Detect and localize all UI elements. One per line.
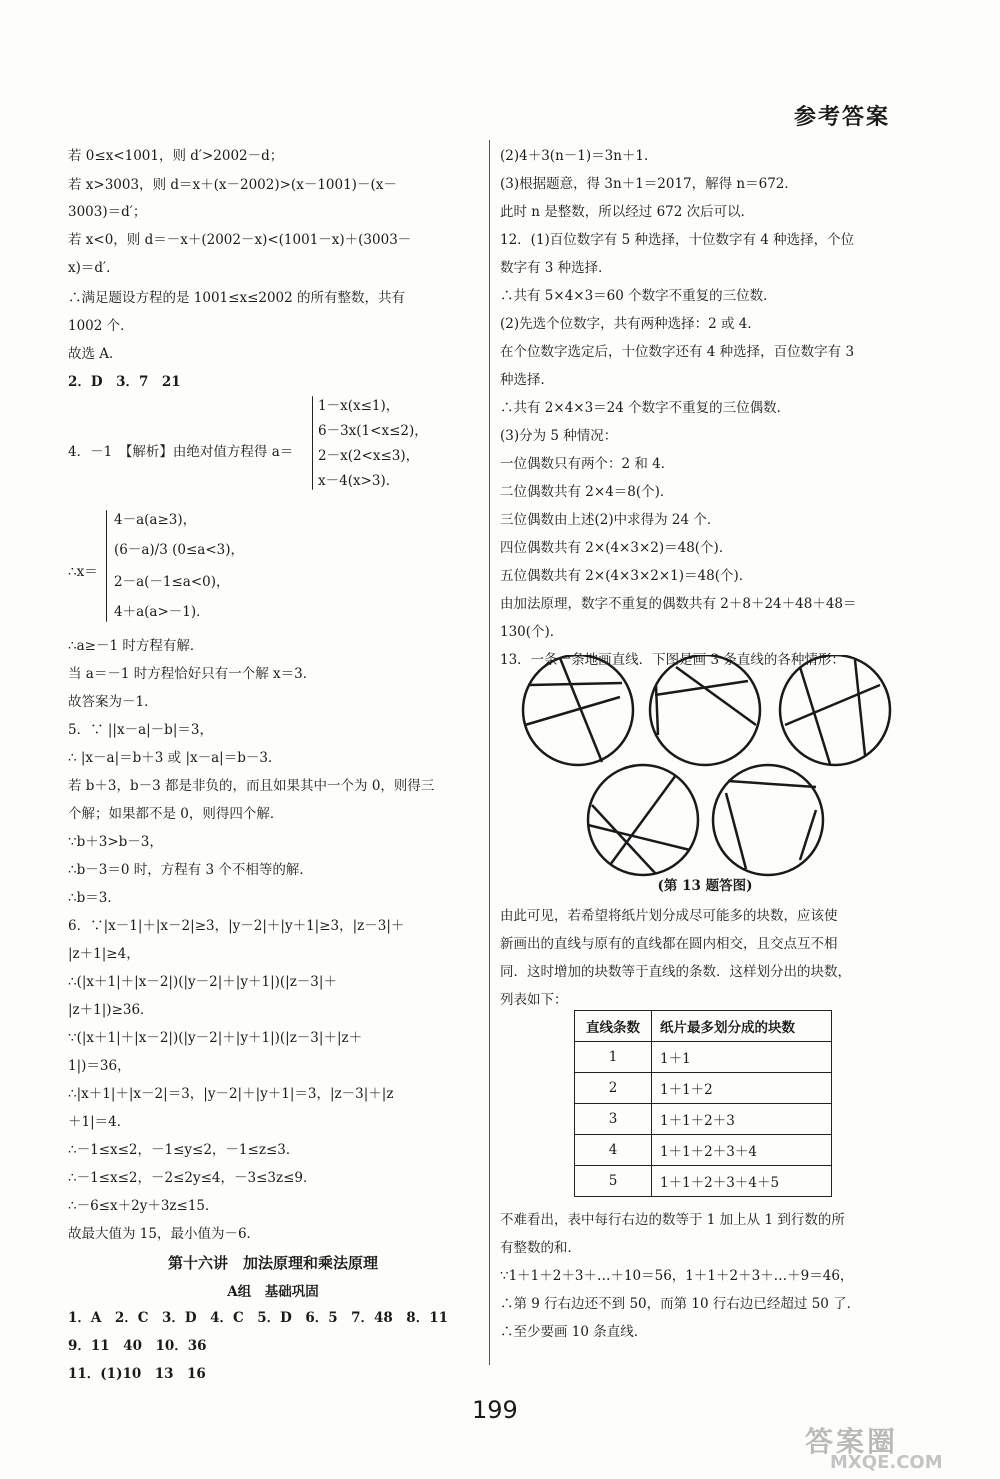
circle-diagram: [523, 655, 633, 765]
text-line: (2)先选个位数字，共有两种选择：2 或 4．: [500, 316, 761, 332]
answer-line: 11．(1)10 13 16: [68, 1366, 206, 1382]
blocks-table: [574, 1010, 832, 1197]
text-line: 数字有 3 种选择．: [500, 260, 612, 276]
text-line: 四位偶数共有 2×(4×3×2)＝48(个)．: [500, 540, 733, 556]
text-line: 130(个)．: [500, 624, 564, 640]
text-line: 二位偶数共有 2×4＝8(个)．: [500, 484, 674, 500]
text-line: 13．一条一条地画直线．下图是画 3 条直线的各种情形：: [500, 652, 845, 668]
text-line: ∴第 9 行右边还不到 50，而第 10 行右边已经超过 50 了．: [500, 1296, 861, 1312]
text-line: 故最大值为 15，最小值为－6．: [68, 1226, 261, 1242]
text-line: 一位偶数只有两个：2 和 4．: [500, 456, 675, 472]
table-header-row: [575, 1011, 832, 1042]
x-prefix: ∴x＝: [68, 564, 98, 580]
watermark: 答案圈: [805, 1425, 899, 1458]
text-line: (2)4＋3(n－1)＝3n＋1．: [500, 148, 658, 164]
text-line: 由此可见，若希望将纸片划分成尽可能多的块数，应该使: [500, 908, 838, 924]
section-title: 第十六讲 加法原理和乘法原理: [167, 1254, 378, 1272]
text-line: ∴|x＋1|＋|x－2|＝3，|y－2|＋|y＋1|＝3，|z－3|＋|z: [68, 1086, 394, 1102]
text-line: |z＋1|)≥36．: [68, 1002, 154, 1018]
text-line: (3)分为 5 种情况：: [500, 428, 618, 444]
text-line: 3003)＝d′；: [68, 204, 147, 220]
table-row: [575, 1135, 832, 1166]
text-line: 若 x<0，则 d＝－x＋(2002－x)<(1001－x)＋(3003－: [68, 232, 412, 248]
text-line: ∴满足题设方程的是 1001≤x≤2002 的所有整数，共有: [68, 290, 406, 306]
circle-diagram: [588, 765, 698, 875]
text-line: (3)根据题意，得 3n＋1＝2017，解得 n＝672．: [500, 176, 798, 192]
text-line: ∴b＝3．: [68, 890, 121, 906]
table-cell: 1＋1＋2: [652, 1073, 832, 1104]
text-line: 三位偶数由上述(2)中求得为 24 个．: [500, 512, 721, 528]
text-line: 若 b＋3，b－3 都是非负的，而且如果其中一个为 0，则得三: [68, 778, 435, 794]
watermark-url: MXQE.COM: [830, 1452, 943, 1473]
case-line: 1－x(x≤1)，: [318, 398, 400, 414]
table-header: 纸片最多划分成的块数: [652, 1011, 832, 1042]
text-line: x)＝d′．: [68, 260, 120, 276]
circle-diagram: [650, 655, 760, 765]
text-line: ∴ |x－a|＝b＋3 或 |x－a|＝b－3．: [68, 750, 282, 766]
text-line: ∵1＋1＋2＋3＋…＋10＝56，1＋1＋2＋3＋…＋9＝46，: [500, 1268, 854, 1284]
x-piecewise: [68, 508, 478, 628]
text-line: ∵b＋3>b－3，: [68, 834, 163, 850]
table-cell: 1＋1＋2＋3: [652, 1104, 832, 1135]
text-line: 由加法原理，数字不重复的偶数共有 2＋8＋24＋48＋48＝: [500, 596, 857, 612]
circle-diagram: [780, 655, 890, 765]
brace: [106, 510, 107, 622]
text-line: 五位偶数共有 2×(4×3×2×1)＝48(个)．: [500, 568, 753, 584]
table-row: [575, 1104, 832, 1135]
case-line: 6－3x(1<x≤2)，: [318, 423, 428, 439]
page-number: 199: [472, 1396, 518, 1424]
text-line: 1002 个．: [68, 318, 134, 334]
text-line: 同．这时增加的块数等于直线的条数．这样划分出的块数，: [500, 964, 851, 980]
text-line: 6．∵|x－1|＋|x－2|≥3，|y－2|＋|y＋1|≥3，|z－3|＋: [68, 918, 405, 934]
table-cell: 2: [575, 1073, 652, 1104]
text-line: ∴共有 2×4×3＝24 个数字不重复的三位偶数．: [500, 400, 791, 416]
answer-line: 2．D 3．7 21: [68, 374, 181, 390]
text-line: 12．(1)百位数字有 5 种选择，十位数字有 4 种选择，个位: [500, 232, 855, 248]
table-cell: 5: [575, 1166, 652, 1197]
text-line: ∵(|x＋1|＋|x－2|)(|y－2|＋|y＋1|)(|z－3|＋|z＋: [68, 1030, 363, 1046]
text-line: 此时 n 是整数，所以经过 672 次后可以．: [500, 204, 755, 220]
text-line: 个解；如果都不是 0，则得四个解．: [68, 806, 284, 822]
table-cell: 4: [575, 1135, 652, 1166]
text-line: 种选择．: [500, 372, 554, 388]
text-line: 不难看出，表中每行右边的数等于 1 加上从 1 到行数的所: [500, 1212, 845, 1228]
text-line: |z＋1|≥4，: [68, 946, 140, 962]
column-divider: [489, 140, 490, 1365]
case-line: 4－a(a≥3)，: [114, 512, 197, 528]
case-line: 2－a(－1≤a<0)，: [114, 574, 230, 590]
q4-piecewise: [68, 394, 478, 494]
text-line: ∴－6≤x＋2y＋3z≤15．: [68, 1198, 219, 1214]
text-line: 故答案为－1．: [68, 694, 158, 710]
circle-diagram: [713, 765, 823, 875]
q4-prefix: 4．－1 【解析】由绝对值方程得 a＝: [68, 444, 294, 460]
text-line: ∴至少要画 10 条直线．: [500, 1324, 648, 1340]
circles-figure: [510, 655, 910, 880]
text-line: 若 x>3003，则 d＝x＋(x－2002)>(x－1001)－(x－: [68, 177, 397, 193]
text-line: ∴－1≤x≤2，－1≤y≤2，－1≤z≤3．: [68, 1142, 300, 1158]
table-row: [575, 1166, 832, 1197]
table-cell: 1＋1＋2＋3＋4: [652, 1135, 832, 1166]
figure-caption: (第 13 题答图): [657, 878, 753, 894]
text-line: 新画出的直线与原有的直线都在圆内相交，且交点互不相: [500, 936, 838, 952]
table-cell: 1＋1: [652, 1042, 832, 1073]
text-line: ∴a≥－1 时方程有解．: [68, 638, 204, 654]
text-line: ∴共有 5×4×3＝60 个数字不重复的三位数．: [500, 288, 777, 304]
table-cell: 1: [575, 1042, 652, 1073]
table-row: [575, 1073, 832, 1104]
text-line: ∴b－3＝0 时，方程有 3 个不相等的解．: [68, 862, 313, 878]
text-line: 有整数的和．: [500, 1240, 581, 1256]
case-line: x－4(x>3)．: [318, 473, 400, 489]
text-line: 列表如下：: [500, 992, 568, 1008]
table-cell: 3: [575, 1104, 652, 1135]
text-line: ∴－1≤x≤2，－2≤2y≤4，－3≤3z≤9．: [68, 1170, 317, 1186]
case-line: 4＋a(a>－1)．: [114, 604, 210, 620]
case-line: (6－a)/3 (0≤a<3)，: [114, 542, 244, 558]
table-row: [575, 1042, 832, 1073]
header-title: 参考答案: [793, 105, 890, 130]
answer-line: 1．A 2．C 3．D 4．C 5．D 6．5 7．48 8．11: [68, 1310, 448, 1326]
table-header: 直线条数: [575, 1011, 652, 1042]
section-subtitle: A组 基础巩固: [227, 1284, 319, 1300]
text-line: 故选 A．: [68, 346, 123, 362]
text-line: 在个位数字选定后，十位数字还有 4 种选择，百位数字有 3: [500, 344, 855, 360]
text-line: 5．∵ ||x－a|－b|＝3，: [68, 722, 213, 738]
table-cell: 1＋1＋2＋3＋4＋5: [652, 1166, 832, 1197]
case-line: 2－x(2<x≤3)，: [318, 448, 420, 464]
text-line: 若 0≤x<1001，则 d′>2002－d；: [68, 148, 284, 164]
brace: [312, 396, 313, 490]
text-line: 1|)＝36，: [68, 1058, 131, 1074]
text-line: ＋1|＝4．: [68, 1114, 131, 1130]
text-line: ∴(|x＋1|＋|x－2|)(|y－2|＋|y＋1|)(|z－3|＋: [68, 974, 337, 990]
answer-line: 9．11 40 10．36: [68, 1338, 207, 1354]
text-line: 当 a＝－1 时方程恰好只有一个解 x＝3．: [68, 666, 317, 682]
